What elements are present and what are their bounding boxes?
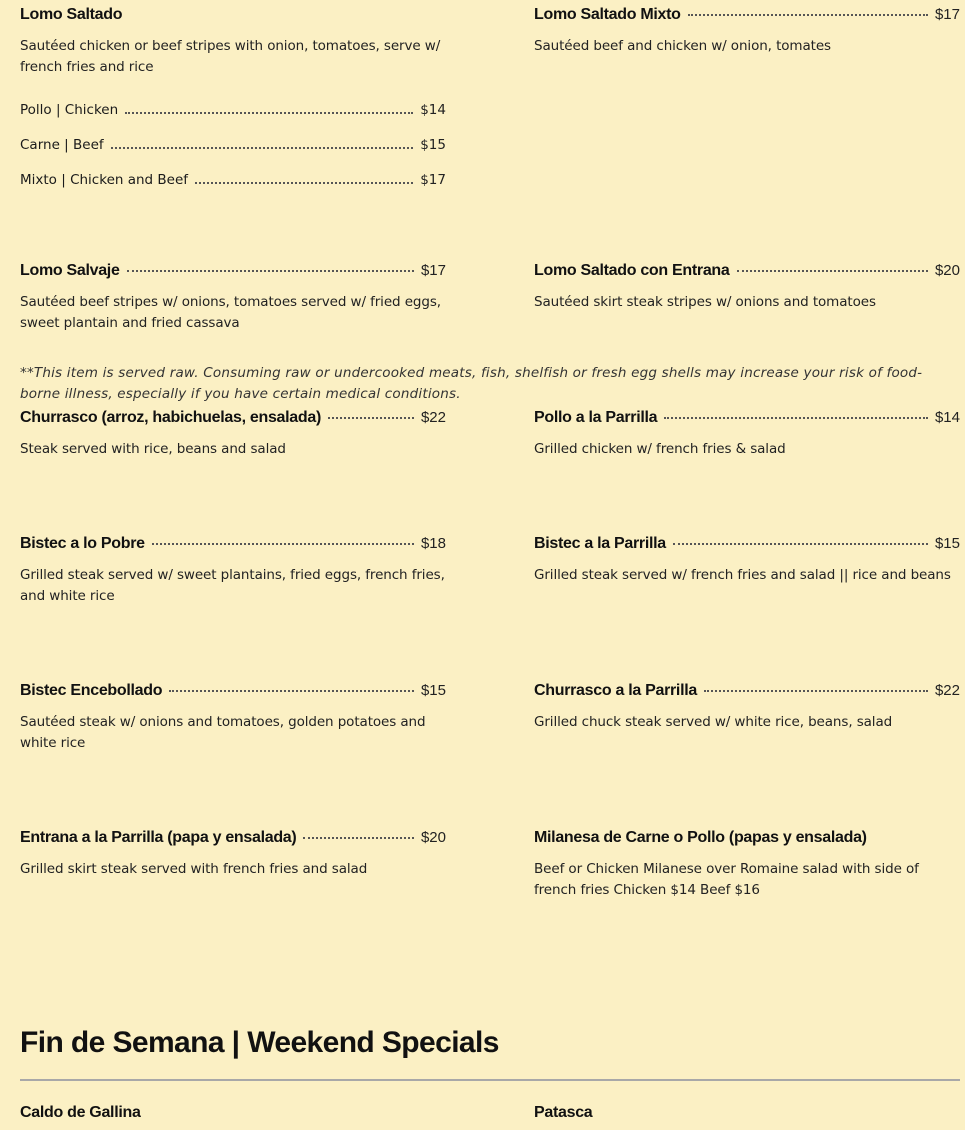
- item-description: Beef or Chicken Milanese over Romaine salad with side of french fries Chicken $14 Beef $16: [534, 861, 919, 898]
- raw-food-notice: **This item is served raw. Consuming raw or undercooked meats, fish, shelfish or fresh egg shells may increase your risk of food-borne illness, especially if you have certain medical conditions.: [20, 365, 923, 402]
- item-price: $15: [934, 535, 960, 552]
- item-name: Caldo de Gallina: [20, 1104, 141, 1121]
- menu-item-lomo-salvaje: [20, 262, 446, 334]
- item-name: Lomo Saltado Mixto: [534, 6, 681, 23]
- menu-item-lomo-saltado-entrana: [534, 262, 960, 313]
- item-name: Lomo Salvaje: [20, 262, 120, 279]
- menu-item-milanesa: [534, 829, 960, 901]
- item-name: Milanesa de Carne o Pollo (papas y ensalada): [534, 829, 867, 846]
- item-price: $15: [420, 682, 446, 699]
- item-name: Bistec Encebollado: [20, 682, 163, 699]
- item-description: Grilled steak served w/ french fries and salad || rice and beans: [534, 567, 951, 583]
- menu-item-churrasco-parrilla: [534, 682, 960, 733]
- item-name: Lomo Saltado: [20, 6, 123, 23]
- item-name: Churrasco (arroz, habichuelas, ensalada): [20, 409, 321, 426]
- menu-item-churrasco: [20, 409, 446, 460]
- option-label: Carne | Beef: [20, 136, 104, 153]
- item-description: Sautéed steak w/ onions and tomatoes, golden potatoes and white rice: [20, 714, 426, 751]
- option-row: [20, 92, 446, 127]
- dot-leader: [111, 147, 414, 149]
- dot-leader: [737, 270, 928, 272]
- item-description: Grilled skirt steak served with french fries and salad: [20, 861, 368, 877]
- menu-item-pollo-parrilla: [534, 409, 960, 460]
- dot-leader: [328, 417, 414, 419]
- dot-leader: [125, 112, 413, 114]
- item-description: Sautéed beef and chicken w/ onion, tomates: [534, 38, 831, 54]
- menu-item-patasca: [534, 1104, 960, 1122]
- item-price: $14: [934, 409, 960, 426]
- item-name: Patasca: [534, 1104, 593, 1121]
- dot-leader: [152, 543, 414, 545]
- weekend-specials-heading: Fin de Semana | Weekend Specials: [20, 1026, 499, 1059]
- option-row: [20, 127, 446, 162]
- item-description: Grilled chicken w/ french fries & salad: [534, 441, 786, 457]
- menu-item-caldo-gallina: [20, 1104, 446, 1122]
- menu-item-bistec-parrilla: [534, 535, 960, 586]
- item-name: Entrana a la Parrilla (papa y ensalada): [20, 829, 297, 846]
- item-description: Steak served with rice, beans and salad: [20, 441, 286, 457]
- item-description: Sautéed skirt steak stripes w/ onions and tomatoes: [534, 294, 876, 310]
- dot-leader: [664, 417, 928, 419]
- item-price: $22: [420, 409, 446, 426]
- menu-item-bistec-pobre: [20, 535, 446, 607]
- item-description: Grilled steak served w/ sweet plantains, fried eggs, french fries, and white rice: [20, 567, 445, 604]
- option-label: Mixto | Chicken and Beef: [20, 171, 189, 188]
- item-description: Grilled chuck steak served w/ white rice, beans, salad: [534, 714, 893, 730]
- dot-leader: [195, 182, 413, 184]
- item-name: Lomo Saltado con Entrana: [534, 262, 730, 279]
- item-price: $17: [420, 262, 446, 279]
- option-price: $17: [420, 171, 446, 188]
- dot-leader: [704, 690, 928, 692]
- menu-item-entrana-parrilla: [20, 829, 446, 880]
- option-price: $14: [420, 101, 446, 118]
- dot-leader: [673, 543, 928, 545]
- item-description: Sautéed beef stripes w/ onions, tomatoes served w/ fried eggs, sweet plantain and fried cassava: [20, 294, 441, 331]
- dot-leader: [303, 837, 414, 839]
- item-name: Churrasco a la Parrilla: [534, 682, 697, 699]
- item-price: $18: [420, 535, 446, 552]
- item-price: $17: [934, 6, 960, 23]
- menu-item-bistec-encebollado: [20, 682, 446, 754]
- dot-leader: [169, 690, 414, 692]
- option-row: [20, 162, 446, 197]
- item-name: Pollo a la Parrilla: [534, 409, 658, 426]
- item-description: Sautéed chicken or beef stripes with onion, tomatoes, serve w/ french fries and rice: [20, 38, 441, 75]
- item-options: [20, 92, 446, 197]
- item-name: Bistec a la Parrilla: [534, 535, 666, 552]
- menu-item-lomo-saltado-mixto: [534, 6, 960, 57]
- option-price: $15: [420, 136, 446, 153]
- option-label: Pollo | Chicken: [20, 101, 119, 118]
- dot-leader: [688, 14, 928, 16]
- item-price: $20: [420, 829, 446, 846]
- dot-leader: [127, 270, 414, 272]
- item-price: $20: [934, 262, 960, 279]
- menu-item-lomo-saltado: [20, 6, 446, 197]
- section-divider: [20, 1079, 960, 1081]
- item-name: Bistec a lo Pobre: [20, 535, 145, 552]
- item-price: $22: [934, 682, 960, 699]
